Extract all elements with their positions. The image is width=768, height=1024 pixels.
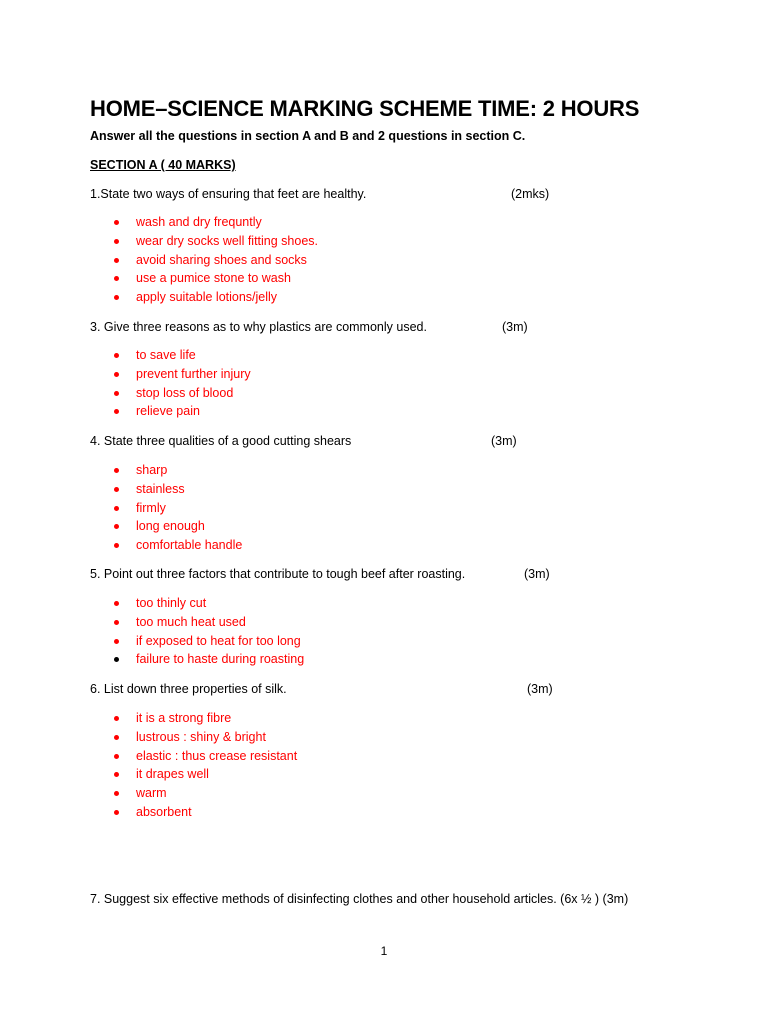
instructions: Answer all the questions in section A and B and 2 questions in section C.	[90, 129, 526, 143]
answer-item: absorbent	[110, 803, 297, 822]
answer-list-4	[110, 461, 242, 555]
answer-item: prevent further injury	[110, 365, 251, 384]
answer-item: long enough	[110, 517, 242, 536]
question-3: 3. Give three reasons as to why plastics are commonly used.	[90, 320, 427, 334]
answer-item: if exposed to heat for too long	[110, 632, 304, 651]
answer-item: warm	[110, 784, 297, 803]
answer-item: wear dry socks well fitting shoes.	[110, 232, 318, 251]
question-6: 6. List down three properties of silk.	[90, 682, 287, 696]
answer-item: comfortable handle	[110, 536, 242, 555]
answer-item: failure to haste during roasting	[110, 650, 304, 669]
question-6-marks: (3m)	[527, 682, 553, 696]
answer-item: to save life	[110, 346, 251, 365]
answer-item: avoid sharing shoes and socks	[110, 251, 318, 270]
answer-item: apply suitable lotions/jelly	[110, 288, 318, 307]
answer-item: it is a strong fibre	[110, 709, 297, 728]
answer-item: stop loss of blood	[110, 384, 251, 403]
answer-item: use a pumice stone to wash	[110, 269, 318, 288]
question-5-marks: (3m)	[524, 567, 550, 581]
page-title: HOME–SCIENCE MARKING SCHEME TIME: 2 HOURS	[90, 96, 640, 121]
question-4: 4. State three qualities of a good cutting shears	[90, 434, 352, 448]
answer-item: stainless	[110, 480, 242, 499]
question-4-marks: (3m)	[491, 434, 517, 448]
answer-list-6	[110, 709, 297, 822]
answer-item: firmly	[110, 499, 242, 518]
answer-item: wash and dry frequntly	[110, 213, 318, 232]
question-3-marks: (3m)	[502, 320, 528, 334]
question-5: 5. Point out three factors that contribute to tough beef after roasting.	[90, 567, 466, 581]
answer-item: lustrous : shiny & bright	[110, 728, 297, 747]
question-7: 7. Suggest six effective methods of disinfecting clothes and other household articles. (6x ½ ) (3m)	[90, 892, 629, 906]
page-number: 1	[380, 944, 388, 958]
answer-list-1	[110, 213, 318, 307]
answer-item: it drapes well	[110, 765, 297, 784]
question-1-marks: (2mks)	[511, 187, 550, 201]
answer-item: sharp	[110, 461, 242, 480]
answer-item: elastic : thus crease resistant	[110, 747, 297, 766]
answer-item: relieve pain	[110, 402, 251, 421]
answer-item: too thinly cut	[110, 594, 304, 613]
section-heading: SECTION A ( 40 MARKS)	[90, 158, 236, 172]
answer-item: too much heat used	[110, 613, 304, 632]
answer-list-5	[110, 594, 304, 669]
answer-list-3	[110, 346, 251, 421]
question-1: 1.State two ways of ensuring that feet are healthy.	[90, 187, 367, 201]
